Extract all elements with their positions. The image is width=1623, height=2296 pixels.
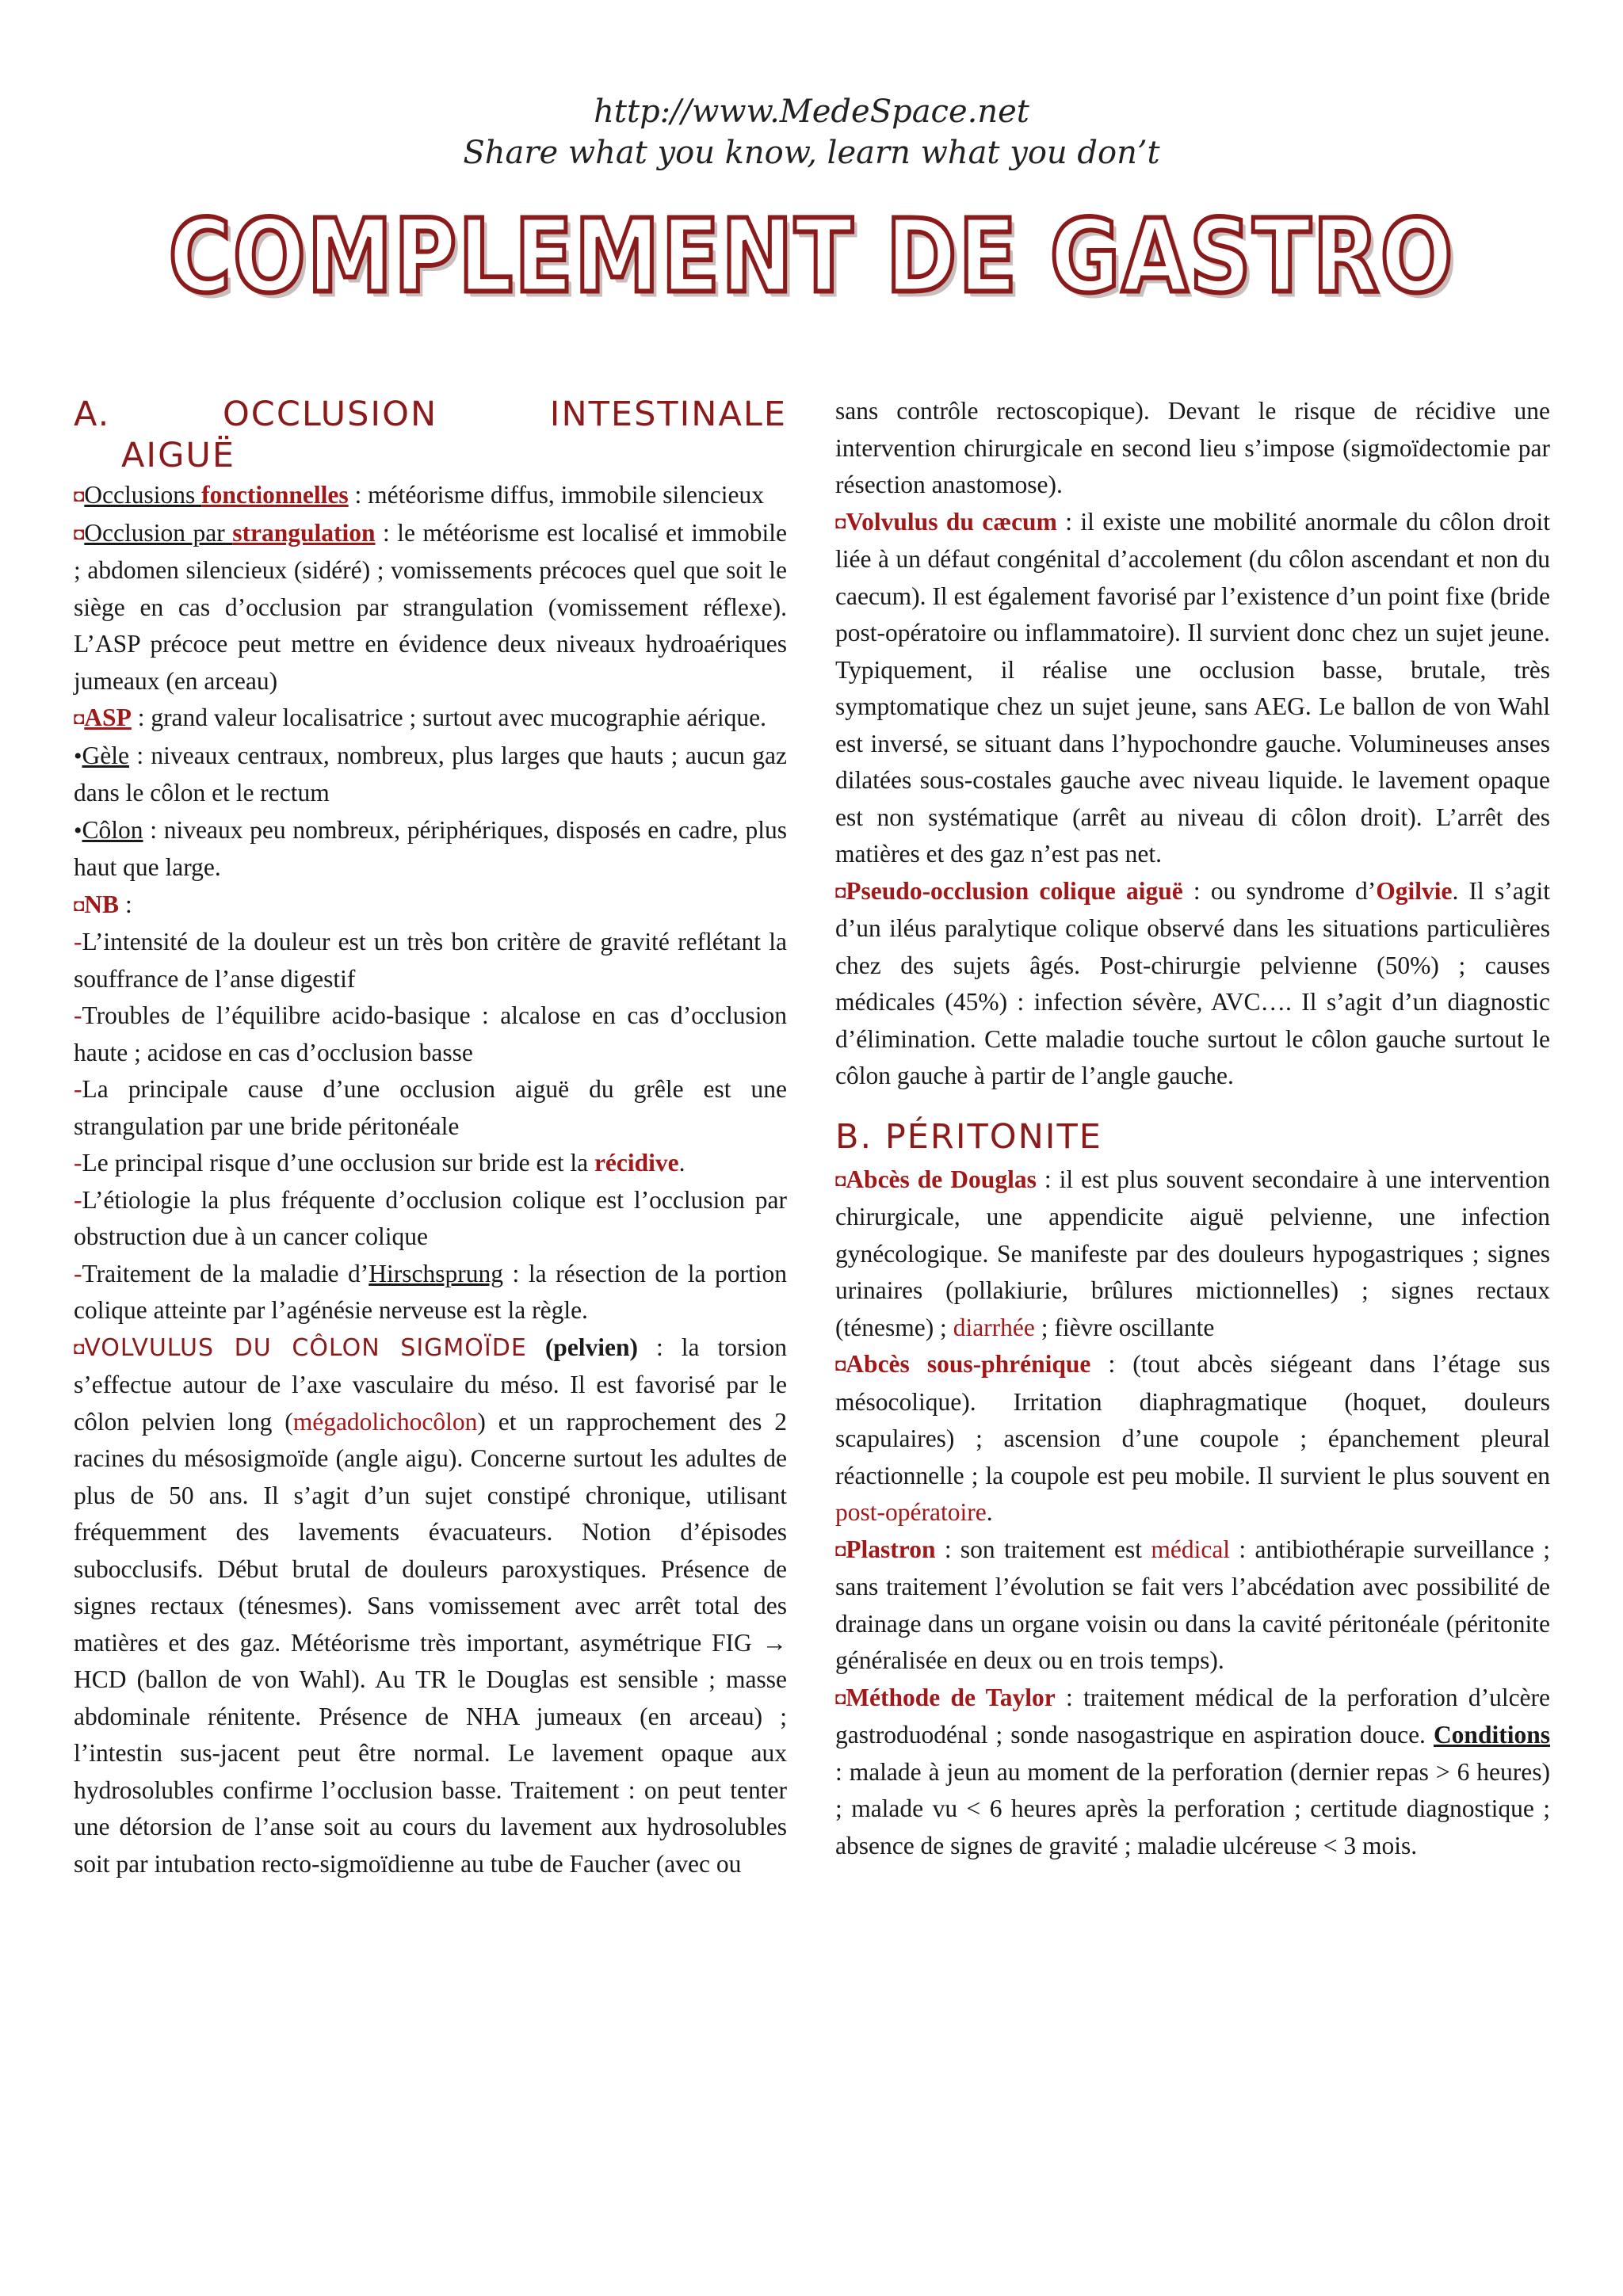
section-b-heading: B. PÉRITONITE [835, 1116, 1102, 1157]
red-square-bullet-icon: ◘ [835, 1355, 846, 1375]
section-a-heading-line2: AIGUË [121, 436, 236, 475]
paragraph-pseudo-occlusion: ◘Pseudo-occlusion colique aiguë : ou syndrome d’Ogilvie. Il s’agit d’un iléus paralytique colique observé dans les situations particulières chez des sujets âgés. Post-chirurgie pelvienne (50%) ; causes médicales (45%) : infection sévère, AVC…. Il s’agit d’un diagnostic d’élimination. Cette maladie touche surtout le côlon gauche surtout le côlon gauche à partir de l’angle gauche. [835, 876, 1550, 1089]
site-tagline: Share what you know, learn what you don’t [463, 135, 1160, 171]
dash-bullet-icon: - [74, 1075, 82, 1103]
red-square-bullet-icon: ◘ [835, 1539, 846, 1560]
paragraph-volvulus-sigmoide-cont: sans contrôle rectoscopique). Devant le risque de récidive une intervention chirurgicale en second lieu s’impose (sigmoïdectomie par résection anastomose). [835, 397, 1550, 498]
paragraph-colon: •Côlon : niveaux peu nombreux, périphériques, disposés en cadre, plus haut que large. [74, 815, 787, 881]
document-title: COMPLEMENT DE GASTRO [168, 198, 1455, 316]
red-square-bullet-icon: ◘ [835, 1169, 846, 1190]
dash-bullet-icon: - [74, 1259, 82, 1287]
dash-bullet-icon: - [74, 1001, 82, 1029]
red-square-bullet-icon: ◘ [835, 1688, 846, 1708]
paragraph-abces-douglas: ◘Abcès de Douglas : il est plus souvent secondaire à une intervention chirurgicale, une appendicite aiguë pelvienne, une infection gynécologique. Se manifeste par des douleurs hypogastriques ; signes urinaires (pollakiurie, brûlures mictionnelles) ; signes rectaux (ténesme) ; diarrhée ; fièvre oscillante [835, 1165, 1550, 1341]
dash-bullet-icon: - [74, 928, 82, 955]
paragraph-volvulus-caecum: ◘Volvulus du cæcum : il existe une mobilité anormale du côlon droit liée à un défaut congénital d’accolement (du côlon ascendant et non du caecum). Il est également favorisé par l’existence d’un point fixe (bride post-opératoire ou inflammatoire). Il survient donc chez un sujet jeune. Typiquement, il réalise une occlusion basse, brutale, très symptomatique chez un sujet jeune, sans AEG. Le ballon de von Wahl est inversé, se situant dans l’hypochondre gauche. Volumineuses anses dilatées sous-costales gauche avec niveau liquide. le lavement opaque est non systématique (arrêt au niveau di côlon droit). L’arrêt des matières et des gaz n’est pas net. [835, 507, 1550, 868]
paragraph-volvulus-sigmoide: ◘VOLVULUS DU CÔLON SIGMOÏDE (pelvien) : la torsion s’effectue autour de l’axe vasculaire du méso. Il est favorisé par le côlon pelvien long (mégadolichocôlon) et un rapprochement des 2 racines du mésosigmoïde (angle aigu). Concerne surtout les adultes de plus de 50 ans. Il s’agit d’un sujet constipé chronique, utilisant fréquemment des lavements évacuateurs. Notion d’épisodes subocclusifs. Début brutal de douleurs paroxystiques. Présence de signes rectaux (ténesmes). Sans vomissement avec arrêt total des matières et des gaz. Météorisme très important, asymétrique FIG → HCD (ballon de von Wahl). Au TR le Douglas est sensible ; masse abdominale rénitente. Présence de NHA jumeaux (en arceau) ; l’intestin sus-jacent peut être normal. Le lavement opaque aux hydrosolubles confirme l’occlusion basse. Traitement : on peut tenter une détorsion de l’anse soit au cours du lavement aux hydrosolubles soit par intubation recto-sigmoïdienne au tube de Faucher (avec ou [74, 1333, 787, 1878]
nb-item-2: -Troubles de l’équilibre acido-basique : alcalose en cas d’occlusion haute ; acidose en cas d’occlusion basse [74, 1001, 787, 1066]
paragraph-nb: ◘NB : [74, 890, 132, 918]
site-url[interactable]: http://www.MedeSpace.net [594, 93, 1029, 130]
nb-item-4: -Le principal risque d’une occlusion sur bride est la récidive. [74, 1149, 685, 1177]
paragraph-abces-sous-phrenique: ◘Abcès sous-phrénique : (tout abcès siégeant dans l’étage sus mésocolique). Irritation diaphragmatique (hoquet, douleurs scapulaires) ; ascension d’une coupole ; épanchement pleural réactionnelle ; la coupole est peu mobile. Il survient le plus souvent en post-opératoire. [835, 1350, 1550, 1526]
paragraph-methode-taylor: ◘Méthode de Taylor : traitement médical de la perforation d’ulcère gastroduodénal ; sonde nasogastrique en aspiration douce. Conditions : malade à jeun au moment de la perforation (dernier repas > 6 heures) ; malade vu < 6 heures après la perforation ; certitude diagnostique ; absence de signes de gravité ; maladie ulcéreuse < 3 mois. [835, 1683, 1550, 1859]
right-column [835, 393, 1550, 1864]
paragraph-occlusions-fonctionnelles: ◘Occlusions fonctionnelles : météorisme diffus, immobile silencieux [74, 481, 764, 509]
nb-item-3: -La principale cause d’une occlusion aiguë du grêle est une strangulation par une bride péritonéale [74, 1075, 787, 1140]
red-square-bullet-icon: ◘ [74, 1337, 85, 1358]
red-square-bullet-icon: ◘ [74, 523, 85, 543]
dot-bullet-icon: • [74, 817, 82, 844]
dash-bullet-icon: - [74, 1185, 82, 1214]
nb-item-1: -L’intensité de la douleur est un très bon critère de gravité reflétant la souffrance de l’anse digestif [74, 928, 787, 993]
nb-item-5: -L’étiologie la plus fréquente d’occlusion colique est l’occlusion par obstruction due à un cancer colique [74, 1185, 787, 1250]
section-a-heading: A. OCCLUSION INTESTINALE [74, 395, 788, 434]
red-square-bullet-icon: ◘ [74, 894, 85, 915]
paragraph-asp: ◘ASP : grand valeur localisatrice ; surtout avec mucographie aérique. [74, 704, 766, 731]
dash-bullet-icon: - [74, 1149, 82, 1177]
red-square-bullet-icon: ◘ [74, 708, 85, 728]
paragraph-occlusion-strangulation: ◘Occlusion par strangulation : le météorisme est localisé et immobile ; abdomen silencieux (sidéré) ; vomissements précoces quel que soit le siège en cas d’occlusion par strangulation (vomissement réflexe). L’ASP précoce peut mettre en évidence deux niveaux hydroaériques jumeaux (en arceau) [74, 518, 787, 695]
paragraph-grele: •Gèle : niveaux centraux, nombreux, plus larges que hauts ; aucun gaz dans le côlon et le rectum [74, 741, 787, 807]
left-column [74, 393, 787, 1882]
red-square-bullet-icon: ◘ [835, 512, 846, 532]
paragraph-plastron: ◘Plastron : son traitement est médical : antibiothérapie surveillance ; sans traitement l’évolution se fait vers l’abcédation avec possibilité de drainage dans un organe voisin ou dans la cavité péritonéale (péritonite généralisée en deux ou en trois temps). [835, 1535, 1551, 1674]
dot-bullet-icon: • [74, 742, 82, 769]
nb-item-6: -Traitement de la maladie d’Hirschsprung : la résection de la portion colique atteinte par l’agénésie nerveuse est la règle. [74, 1259, 787, 1324]
red-square-bullet-icon: ◘ [835, 881, 846, 902]
red-square-bullet-icon: ◘ [74, 486, 85, 505]
